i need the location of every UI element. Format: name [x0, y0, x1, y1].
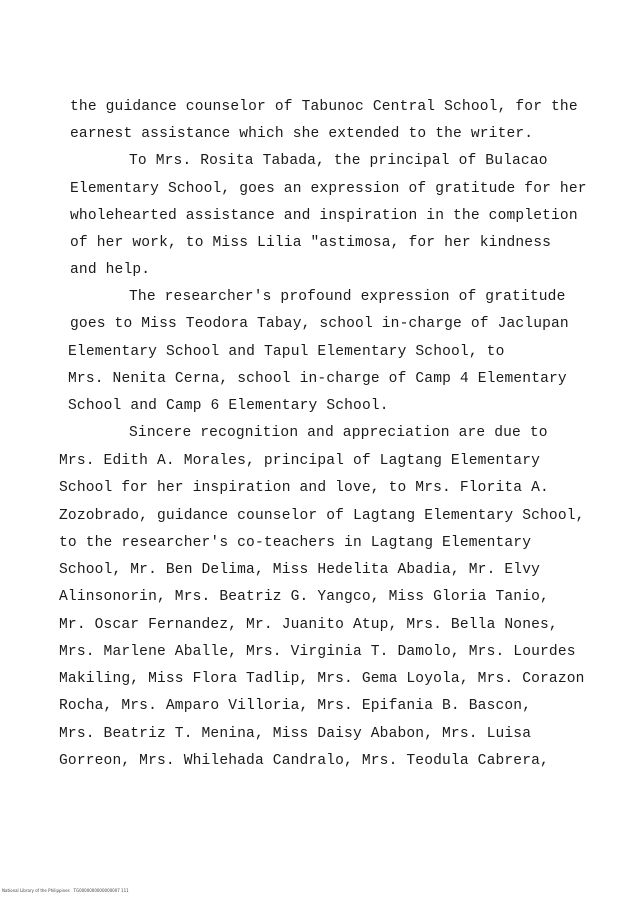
text-line: Mrs. Edith A. Morales, principal of Lagtang Elementary [59, 453, 541, 469]
text-line: Alinsonorin, Mrs. Beatriz G. Yangco, Miss Gloria Tanio, [59, 589, 549, 605]
text-line: School, Mr. Ben Delima, Miss Hedelita Abadia, Mr. Elvy [59, 562, 541, 578]
text-line: and help. [70, 262, 151, 278]
text-line: Makiling, Miss Flora Tadlip, Mrs. Gema Loyola, Mrs. Corazon [59, 671, 585, 687]
text-line: Elementary School and Tapul Elementary School, to [68, 344, 505, 360]
text-line: earnest assistance which she extended to the writer. [70, 126, 534, 142]
text-line: the guidance counselor of Tabunoc Central School, for the [70, 99, 578, 115]
text-line: Mrs. Nenita Cerna, school in-charge of Camp 4 Elementary [68, 371, 567, 387]
text-line: Sincere recognition and appreciation are due to [129, 425, 548, 441]
text-line: Elementary School, goes an expression of gratitude for her [70, 181, 587, 197]
text-line: Rocha, Mrs. Amparo Villoria, Mrs. Epifania B. Bascon, [59, 698, 532, 714]
text-line: Mrs. Beatriz T. Menina, Miss Daisy Ababon, Mrs. Luisa [59, 726, 532, 742]
text-line: Gorreon, Mrs. Whilehada Candralo, Mrs. Teodula Cabrera, [59, 753, 549, 769]
text-line: The researcher's profound expression of gratitude [129, 289, 566, 305]
text-line: School for her inspiration and love, to Mrs. Florita A. [59, 480, 549, 496]
text-line: Mr. Oscar Fernandez, Mr. Juanito Atup, Mrs. Bella Nones, [59, 617, 558, 633]
text-line: goes to Miss Teodora Tabay, school in-charge of Jaclupan [70, 316, 569, 332]
text-line: To Mrs. Rosita Tabada, the principal of Bulacao [129, 153, 548, 169]
text-line: to the researcher's co-teachers in Lagtang Elementary [59, 535, 532, 551]
text-line: School and Camp 6 Elementary School. [68, 398, 389, 414]
library-footer-stamp: National Library of the Philippines TG0000000000000007 111 [2, 888, 129, 893]
text-line: Mrs. Marlene Aballe, Mrs. Virginia T. Damolo, Mrs. Lourdes [59, 644, 576, 660]
text-line: wholehearted assistance and inspiration in the completion [70, 208, 578, 224]
text-line: Zozobrado, guidance counselor of Lagtang Elementary School, [59, 508, 585, 524]
text-line: of her work, to Miss Lilia "astimosa, for her kindness [70, 235, 552, 251]
